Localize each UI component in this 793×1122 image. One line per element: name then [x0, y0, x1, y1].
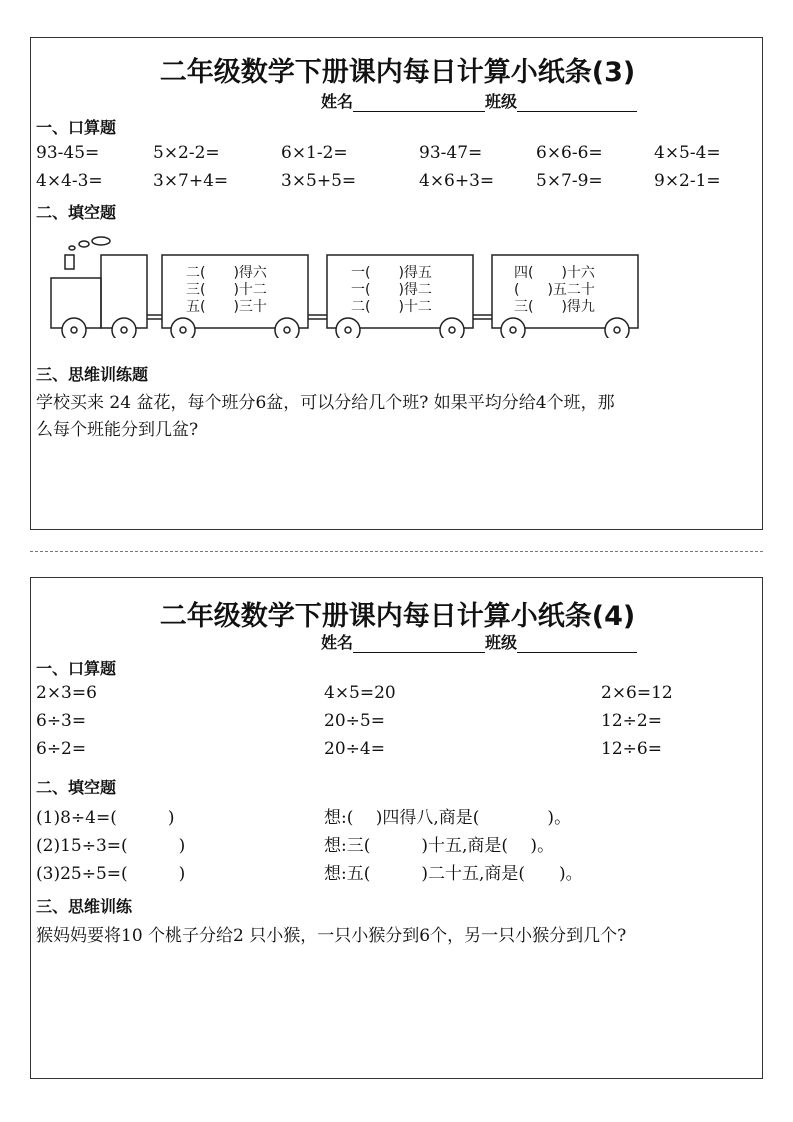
oral-problem: 12÷6= — [601, 739, 662, 759]
oral-problem: 6×1-2= — [281, 143, 348, 163]
fill-problem: (1)8÷4=( ) — [36, 808, 175, 828]
fill-problem: (3)25÷5=( ) — [36, 864, 186, 884]
class-field[interactable] — [517, 636, 637, 653]
section-heading: 一、口算题 — [36, 118, 117, 137]
name-label: 姓名 — [321, 633, 354, 652]
fill-hint: 想:三( )十五,商是( )。 — [324, 836, 555, 856]
section-heading: 三、思维训练题 — [36, 365, 149, 384]
fill-hint: 想:五( )二十五,商是( )。 — [324, 864, 583, 884]
oral-problem: 6÷3= — [36, 711, 87, 731]
fill-hint: 想:( )四得八,商是( )。 — [324, 808, 572, 828]
oral-problem: 6×6-6= — [536, 143, 603, 163]
car-item: 一( )得二 — [351, 282, 432, 298]
worksheet-title: 二年级数学下册课内每日计算小纸条(4) — [159, 601, 636, 632]
fill-problem: (2)15÷3=( ) — [36, 836, 186, 856]
class-label: 班级 — [485, 633, 518, 652]
oral-problem: 5×2-2= — [153, 143, 220, 163]
section-heading: 一、口算题 — [36, 659, 117, 678]
car-item: 二( )得六 — [186, 265, 267, 281]
name-field[interactable] — [353, 636, 485, 653]
oral-problem: 12÷2= — [601, 711, 662, 731]
name-label: 姓名 — [321, 92, 354, 111]
section-heading: 二、填空题 — [36, 778, 117, 797]
car-item: 三( )得九 — [514, 299, 595, 315]
oral-problem: 9×2-1= — [654, 171, 721, 191]
oral-problem: 4×4-3= — [36, 171, 103, 191]
train-illustration — [46, 233, 646, 338]
oral-problem: 5×7-9= — [536, 171, 603, 191]
oral-problem: 4×6+3= — [419, 171, 495, 191]
car-item: 三( )十二 — [186, 282, 267, 298]
section-heading: 三、思维训练 — [36, 897, 133, 916]
oral-problem: 4×5=20 — [324, 683, 396, 703]
oral-problem: 93-47= — [419, 143, 483, 163]
cut-line — [30, 551, 763, 552]
name-class-line — [321, 630, 637, 653]
car-item: 四( )十六 — [514, 265, 595, 281]
smoke-puff — [92, 237, 110, 245]
word-problem: 猴妈妈要将10 个桃子分给2 只小猴，一只小猴分到6个，另一只小猴分到几个? — [36, 926, 627, 946]
chimney — [65, 255, 74, 269]
smoke-puff — [79, 241, 89, 247]
name-class-line — [321, 89, 637, 112]
oral-problem: 93-45= — [36, 143, 100, 163]
smoke-puff — [69, 246, 75, 250]
oral-problem: 3×5+5= — [281, 171, 357, 191]
oral-problem: 2×6=12 — [601, 683, 673, 703]
car-item: 一( )得五 — [351, 265, 432, 281]
car-item: ( )五二十 — [514, 282, 595, 298]
car-item: 五( )三十 — [186, 299, 267, 315]
word-problem: 学校买来 24 盆花，每个班分6盆，可以分给几个班? 如果平均分给4个班，那 — [36, 393, 615, 413]
class-label: 班级 — [485, 92, 518, 111]
worksheet-title: 二年级数学下册课内每日计算小纸条(3) — [159, 57, 636, 88]
engine-body — [101, 255, 147, 328]
car-item: 二( )十二 — [351, 299, 432, 315]
oral-problem: 20÷4= — [324, 739, 385, 759]
oral-problem: 4×5-4= — [654, 143, 721, 163]
worksheet-card-4 — [30, 577, 763, 1079]
word-problem: 么每个班能分到几盆? — [36, 420, 199, 440]
oral-problem: 20÷5= — [324, 711, 385, 731]
class-field[interactable] — [517, 95, 637, 112]
oral-problem: 3×7+4= — [153, 171, 229, 191]
section-heading: 二、填空题 — [36, 203, 117, 222]
oral-problem: 2×3=6 — [36, 683, 97, 703]
name-field[interactable] — [353, 95, 485, 112]
worksheet-card-3 — [30, 37, 763, 530]
oral-problem: 6÷2= — [36, 739, 87, 759]
